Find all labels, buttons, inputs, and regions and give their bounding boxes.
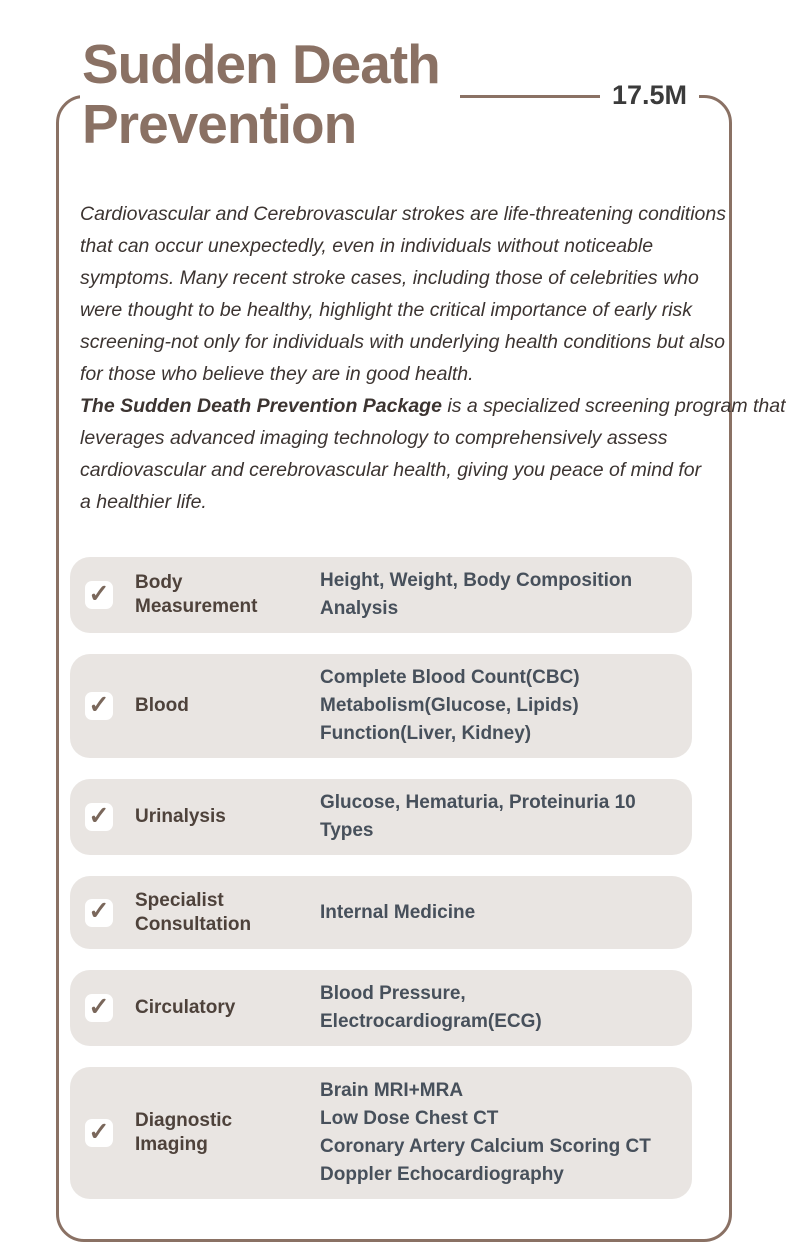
item-values	[320, 1077, 672, 1189]
item-value-line: Doppler Echocardiography	[320, 1164, 564, 1185]
item-label: Specialist Consultation	[135, 889, 252, 935]
item-values	[320, 899, 672, 927]
check-icon: ✓	[88, 690, 110, 719]
intro-line: cardiovascular and cerebrovascular health, giving you peace of mind for	[80, 459, 702, 481]
package-name: The Sudden Death Prevention Package	[80, 395, 442, 417]
intro-line: screening-not only for individuals with underlying health conditions but also	[80, 331, 725, 353]
intro-package-line	[80, 390, 786, 422]
item-value-line: Complete Blood Count(CBC)	[320, 667, 580, 688]
item-label: Circulatory	[135, 997, 236, 1018]
check-icon: ✓	[88, 1117, 110, 1146]
item-value-line: Low Dose Chest CT	[320, 1108, 499, 1129]
item-value-line: Function(Liver, Kidney)	[320, 723, 532, 744]
price-badge: 17.5M	[600, 77, 699, 113]
checklist	[70, 557, 692, 1199]
list-item-circulatory	[70, 970, 692, 1046]
item-values	[320, 789, 672, 845]
list-item-blood	[70, 654, 692, 758]
item-label: Body Measurement	[135, 572, 258, 617]
page-title-line2: Prevention	[82, 93, 357, 155]
item-values	[320, 567, 672, 623]
item-values	[320, 664, 672, 748]
list-item-urinalysis	[70, 779, 692, 855]
item-value-line: Coronary Artery Calcium Scoring CT	[320, 1136, 651, 1157]
list-item-body-measurement	[70, 557, 692, 633]
intro-line: symptoms. Many recent stroke cases, including those of celebrities who	[80, 267, 699, 289]
check-icon: ✓	[88, 897, 110, 925]
list-item-diagnostic-imaging	[70, 1067, 692, 1199]
intro-line: that can occur unexpectedly, even in individuals without noticeable	[80, 235, 654, 257]
intro-package-rest: is a specialized screening program that	[441, 395, 786, 417]
item-value-line: Glucose, Hematuria, Proteinuria 10 Types	[320, 792, 636, 841]
intro-line: were thought to be healthy, highlight the critical importance of early risk	[80, 299, 693, 321]
page-title-line1: Sudden Death	[82, 33, 440, 95]
intro-text	[80, 198, 786, 518]
intro-line: for those who believe they are in good health.	[80, 363, 474, 385]
item-value-line: Height, Weight, Body Composition Analysis	[320, 570, 633, 619]
checkbox	[85, 581, 113, 609]
item-value-line: Internal Medicine	[320, 901, 476, 923]
checkbox	[85, 692, 113, 720]
intro-line: leverages advanced imaging technology to comprehensively assess	[80, 427, 668, 449]
checkbox	[85, 803, 113, 831]
item-values	[320, 980, 672, 1036]
item-value-line: Brain MRI+MRA	[320, 1080, 464, 1101]
checkbox	[85, 899, 113, 927]
intro-line: a healthier life.	[80, 491, 207, 513]
item-label: Diagnostic Imaging	[135, 1110, 233, 1155]
item-value-line: Metabolism(Glucose, Lipids)	[320, 695, 579, 716]
intro-line: Cardiovascular and Cerebrovascular strokes are life-threatening conditions	[80, 203, 726, 225]
check-icon: ✓	[88, 579, 110, 608]
checkbox	[85, 994, 113, 1022]
page-title	[80, 34, 460, 158]
check-icon: ✓	[88, 992, 110, 1021]
item-label: Blood	[135, 695, 189, 716]
checkbox	[85, 1119, 113, 1147]
item-value-line: Blood Pressure, Electrocardiogram(ECG)	[320, 983, 542, 1032]
check-icon: ✓	[88, 801, 110, 830]
item-label: Urinalysis	[135, 806, 226, 827]
list-item-specialist-consultation	[70, 876, 692, 949]
